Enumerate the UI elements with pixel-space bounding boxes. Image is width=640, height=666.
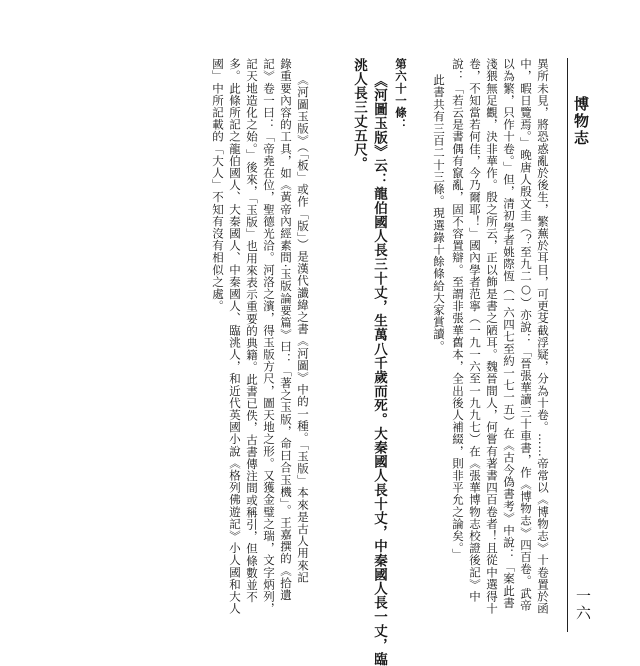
intro-line: 卷，不知當若何佳，今乃爾耶！」國內學者范寧（一九一六至一九九七）在《張華博物志校證後記》中 (468, 58, 482, 603)
commentary-line: 記》卷一曰：「帝堯在位，聖德光洽。河洛之濱，得玉版方尺，圖天地之形。又獲金璧之瑞，文字炳列， (262, 58, 276, 615)
intro-line: 淺猥無足觀，決非華作。殷之所云，正以飾是書之陋耳。魏晉間人，何嘗有著書四百卷者！且從中選得十 (485, 58, 499, 615)
intro-line: 異所未見，將恐惑亂於後生，繁蕪於耳目，可更芟截浮疑，分為十卷。……帝常以《博物志》十卷置於函 (536, 58, 550, 615)
commentary-line: 記天地造化之始。」後來，「玉版」也用來表示重要的典籍。此書已佚，古書傳注間或稱引，但條數並不 (245, 58, 259, 604)
intro-line: 說：「若云是書偶有竄亂，固不容置辯。至謂非張華舊本，全出後人補綴，則非平允之論矣。」 (451, 58, 465, 561)
intro-line: 中，暇日覽焉。」晚唐人殷文圭（？至九二○）亦說：「晉張華讀三十車書，作《博物志》四百卷。武帝 (519, 58, 533, 612)
section-heading: 第六十一條： (394, 58, 408, 131)
intro-line: 此書共有三百二十三條。現選錄十餘條給大家賞讀。 (432, 74, 446, 353)
intro-line: 以為繁，只作十卷。」但，清初學者姚際恆（一六四七至約一七一五）在《古今偽書考》中說：「案此書 (502, 58, 516, 609)
quote-line: 《河圖玉版》云：龍伯國人長三十丈，生萬八千歲而死。大秦國人長十丈，中秦國人長一丈，臨 (371, 74, 387, 666)
header-rule (567, 58, 568, 632)
commentary-line: 國」中所記載的「大人」不知有沒有相似之處。 (211, 58, 225, 313)
quote-line: 洮人長三丈五尺。 (351, 58, 367, 171)
commentary-line: 錄重要內容的工具，如《黃帝內經素問·玉版論要篇》曰：「著之玉版，命曰合玉機」。王嘉撰的《拾遺 (279, 58, 293, 602)
commentary-line: 多。此條所記之龍伯國人、大秦國人、中秦國人、臨洮人，和近代英國小說《格列佛遊記》小人國和大人 (228, 58, 242, 615)
page-number: 一六 (574, 588, 592, 622)
commentary-line: 《河圖玉版》（「板」或作「版」）是漢代讖緯之書《河圖》中的一種。「玉版」本來是古人用來記 (296, 74, 310, 584)
book-title: 博物志 (572, 96, 590, 147)
